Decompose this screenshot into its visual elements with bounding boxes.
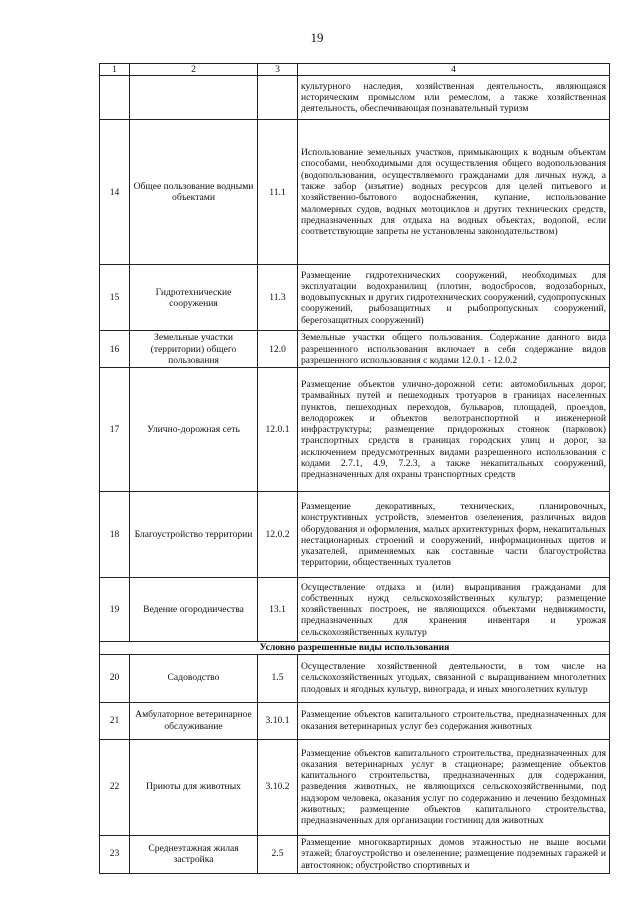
use-name: Общее пользование водными объектами	[130, 120, 258, 265]
row-number: 14	[100, 120, 130, 265]
use-code: 1.5	[258, 654, 298, 702]
use-description: Размещение многоквартирных домов этажностью не выше восьми этажей; благоустройство и озеленение; размещение подземных гаражей и автостоянок; обустройство спортивных и	[298, 835, 610, 873]
use-name: Среднеэтажная жилая застройка	[130, 835, 258, 873]
row-number: 16	[100, 331, 130, 368]
table-header-row	[100, 64, 610, 76]
row-number: 18	[100, 492, 130, 578]
table-row	[100, 368, 610, 492]
use-name: Ведение огородничества	[130, 578, 258, 642]
row-number: 21	[100, 702, 130, 739]
use-description: Земельные участки общего пользования. Содержание данного вида разрешенного использования включает в себя содержание видов разрешенного использования с кодами 12.0.1 - 12.0.2	[298, 331, 610, 368]
use-code: 3.10.1	[258, 702, 298, 739]
row-number: 20	[100, 654, 130, 702]
table-row	[100, 578, 610, 642]
table-row	[100, 492, 610, 578]
use-code: 12.0.1	[258, 368, 298, 492]
column-header: 1	[100, 64, 130, 76]
section-title: Условно разрешенные виды использования	[100, 642, 610, 654]
column-header: 2	[130, 64, 258, 76]
table-row	[100, 331, 610, 368]
table-row	[100, 265, 610, 331]
page-number: 19	[310, 30, 324, 45]
table-row	[100, 835, 610, 873]
use-code: 13.1	[258, 578, 298, 642]
use-name: Приюты для животных	[130, 739, 258, 835]
row-number: 23	[100, 835, 130, 873]
row-number: 22	[100, 739, 130, 835]
use-description: Размещение гидротехнических сооружений, необходимых для эксплуатации водохранилищ (плотин, водосбросов, водозаборных, водовыпускных и других гидротехнических сооружений, судопропускных сооружений, рыбозащитных и рыбопропускных сооружений, берегозащитных сооружений)	[298, 265, 610, 331]
use-name: Гидротехнические сооружения	[130, 265, 258, 331]
column-header: 3	[258, 64, 298, 76]
section-row	[100, 642, 610, 654]
table-row	[100, 702, 610, 739]
table-row	[100, 76, 610, 120]
use-name: Земельные участки (территории) общего пользования	[130, 331, 258, 368]
row-number: 19	[100, 578, 130, 642]
table-row	[100, 739, 610, 835]
use-name: Садоводство	[130, 654, 258, 702]
row-number: 15	[100, 265, 130, 331]
use-code: 11.3	[258, 265, 298, 331]
table-row	[100, 654, 610, 702]
use-name: Амбулаторное ветеринарное обслуживание	[130, 702, 258, 739]
use-name: Улично-дорожная сеть	[130, 368, 258, 492]
use-code: 12.0	[258, 331, 298, 368]
use-code: 11.1	[258, 120, 298, 265]
column-header: 4	[298, 64, 610, 76]
use-description: Использование земельных участков, примыкающих к водным объектам способами, необходимыми для осуществления общего водопользования (водопользования, осуществляемого гражданами для личных нужд, а также забор (изъятие) водных ресурсов для целей питьевого и хозяйственно-бытового водоснабжения, купание, использование маломерных судов, водных мотоциклов и других технических средств, предназначенных для отдыха на водных объектах, водопой, если соответствующие запреты не установлены законодательством)	[298, 120, 610, 265]
use-description: Размещение объектов улично-дорожной сети: автомобильных дорог, трамвайных путей и пешеходных тротуаров в границах населенных пунктов, пешеходных переходов, бульваров, площадей, проездов, велодорожек и объектов велотранспортной и инженерной инфраструктуры; размещение придорожных стоянок (парковок) транспортных средств в границах городских улиц и дорог, за исключением предусмотренных видами разрешенного использования с кодами 2.7.1, 4.9, 7.2.3, а также некапитальных сооружений, предназначенных для охраны транспортных средств	[298, 368, 610, 492]
use-description: Осуществление отдыха и (или) выращивания гражданами для собственных нужд сельскохозяйственных культур; размещение хозяйственных построек, не являющихся объектами недвижимости, предназначенных для хранения инвентаря и урожая сельскохозяйственных культур	[298, 578, 610, 642]
land-use-table	[99, 63, 610, 874]
use-code: 2.5	[258, 835, 298, 873]
use-description: Размещение декоративных, технических, планировочных, конструктивных устройств, элементов озеленения, различных видов оборудования и оформления, малых архитектурных форм, некапитальных нестационарных строений и сооружений, информационных щитов и указателей, применяемых как составные части благоустройства территории, общественных туалетов	[298, 492, 610, 578]
table-row	[100, 120, 610, 265]
continuation-cell: культурного наследия, хозяйственная деятельность, являющаяся историческим промыслом или ремеслом, а также хозяйственная деятельность, обеспечивающая познавательный туризм	[298, 76, 610, 120]
use-code: 12.0.2	[258, 492, 298, 578]
use-description: Осуществление хозяйственной деятельности, в том числе на сельскохозяйственных угодьях, связанной с выращиванием многолетних плодовых и ягодных культур, винограда, и иных многолетних культур	[298, 654, 610, 702]
use-code: 3.10.2	[258, 739, 298, 835]
use-name: Благоустройство территории	[130, 492, 258, 578]
use-description: Размещение объектов капитального строительства, предназначенных для оказания ветеринарных услуг в стационаре; размещение объектов капитального строительства, предназначенных для содержания, разведения животных, не являющихся сельскохозяйственными, под надзором человека, оказания услуг по содержанию и лечению бездомных животных; размещение объектов капитального строительства, предназначенных для организации гостиниц для животных	[298, 739, 610, 835]
use-description: Размещение объектов капитального строительства, предназначенных для оказания ветеринарных услуг без содержания животных	[298, 702, 610, 739]
row-number: 17	[100, 368, 130, 492]
